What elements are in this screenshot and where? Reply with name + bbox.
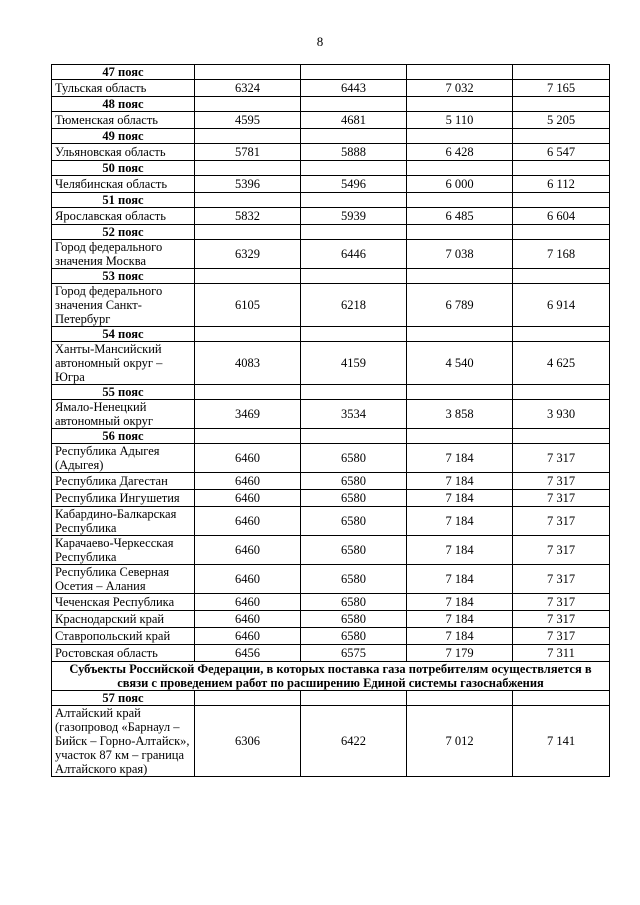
region-name: Тульская область [52, 80, 195, 97]
empty-cell [301, 269, 407, 284]
region-name: Ярославская область [52, 208, 195, 225]
zone-row [52, 225, 610, 240]
zone-row [52, 97, 610, 112]
price-cell-1: 6105 [195, 284, 301, 327]
price-cell-2: 6580 [301, 490, 407, 507]
price-cell-2: 6580 [301, 611, 407, 628]
price-cell-4: 4 625 [513, 342, 610, 385]
table-row [52, 490, 610, 507]
price-cell-2: 6580 [301, 594, 407, 611]
price-cell-2: 6218 [301, 284, 407, 327]
price-cell-1: 6460 [195, 507, 301, 536]
zone-row [52, 161, 610, 176]
price-cell-2: 6580 [301, 565, 407, 594]
empty-cell [407, 97, 513, 112]
price-cell-3: 3 858 [407, 400, 513, 429]
table-row [52, 444, 610, 473]
price-cell-1: 5396 [195, 176, 301, 193]
price-cell-3: 7 012 [407, 706, 513, 777]
empty-cell [301, 385, 407, 400]
price-cell-3: 6 000 [407, 176, 513, 193]
table-row [52, 342, 610, 385]
price-cell-2: 3534 [301, 400, 407, 429]
region-name: Город федерального значения Санкт-Петербург [52, 284, 195, 327]
region-name: Алтайский край (газопровод «Барнаул – Бийск – Горно-Алтайск», участок 87 км – граница Алтайского края) [52, 706, 195, 777]
table-row [52, 706, 610, 777]
region-name: Тюменская область [52, 112, 195, 129]
empty-cell [407, 65, 513, 80]
price-cell-3: 7 032 [407, 80, 513, 97]
table-row [52, 144, 610, 161]
price-cell-2: 5496 [301, 176, 407, 193]
price-cell-1: 6460 [195, 536, 301, 565]
table-row [52, 400, 610, 429]
region-name: Ставропольский край [52, 628, 195, 645]
price-cell-2: 6580 [301, 628, 407, 645]
region-name: Кабардино-Балкарская Республика [52, 507, 195, 536]
empty-cell [407, 161, 513, 176]
empty-cell [301, 97, 407, 112]
table-row [52, 536, 610, 565]
table-row [52, 594, 610, 611]
empty-cell [195, 193, 301, 208]
region-name: Ямало-Ненецкий автономный округ [52, 400, 195, 429]
price-cell-1: 6460 [195, 444, 301, 473]
empty-cell [301, 193, 407, 208]
price-cell-4: 6 547 [513, 144, 610, 161]
table-row [52, 507, 610, 536]
table-row [52, 208, 610, 225]
price-cell-1: 5781 [195, 144, 301, 161]
zone-label: 51 пояс [52, 193, 195, 208]
price-cell-4: 7 165 [513, 80, 610, 97]
empty-cell [513, 65, 610, 80]
zone-label: 55 пояс [52, 385, 195, 400]
price-cell-1: 6329 [195, 240, 301, 269]
zone-row [52, 65, 610, 80]
price-cell-3: 6 485 [407, 208, 513, 225]
empty-cell [195, 269, 301, 284]
price-cell-3: 7 184 [407, 565, 513, 594]
price-cell-4: 7 311 [513, 645, 610, 662]
price-cell-3: 7 179 [407, 645, 513, 662]
price-cell-2: 4681 [301, 112, 407, 129]
table-row [52, 176, 610, 193]
empty-cell [407, 193, 513, 208]
zone-label: 50 пояс [52, 161, 195, 176]
price-cell-2: 6580 [301, 473, 407, 490]
price-cell-4: 7 317 [513, 444, 610, 473]
price-cell-3: 7 184 [407, 611, 513, 628]
price-cell-4: 7 317 [513, 473, 610, 490]
price-cell-3: 7 184 [407, 444, 513, 473]
zone-row [52, 193, 610, 208]
price-cell-4: 7 317 [513, 536, 610, 565]
price-cell-4: 7 317 [513, 611, 610, 628]
table-row [52, 645, 610, 662]
region-name: Карачаево-Черкесская Республика [52, 536, 195, 565]
region-name: Республика Северная Осетия – Алания [52, 565, 195, 594]
empty-cell [195, 161, 301, 176]
price-cell-2: 6422 [301, 706, 407, 777]
section-header: Субъекты Российской Федерации, в которых поставка газа потребителям осуществляется в связи с проведением работ по расширению Единой системы газоснабжения [52, 662, 610, 691]
price-cell-2: 6443 [301, 80, 407, 97]
empty-cell [301, 429, 407, 444]
section-header-row [52, 662, 610, 691]
region-name: Ульяновская область [52, 144, 195, 161]
price-cell-3: 7 184 [407, 594, 513, 611]
price-cell-4: 7 317 [513, 490, 610, 507]
empty-cell [513, 161, 610, 176]
region-name: Чеченская Республика [52, 594, 195, 611]
empty-cell [513, 327, 610, 342]
empty-cell [301, 327, 407, 342]
empty-cell [513, 429, 610, 444]
zone-row [52, 269, 610, 284]
price-cell-1: 6460 [195, 594, 301, 611]
price-cell-4: 6 112 [513, 176, 610, 193]
price-cell-1: 5832 [195, 208, 301, 225]
empty-cell [513, 691, 610, 706]
empty-cell [513, 269, 610, 284]
price-cell-2: 6575 [301, 645, 407, 662]
region-name: Ростовская область [52, 645, 195, 662]
price-cell-3: 7 184 [407, 490, 513, 507]
gas-price-table [51, 64, 610, 777]
price-cell-1: 6460 [195, 611, 301, 628]
price-cell-4: 7 141 [513, 706, 610, 777]
empty-cell [407, 385, 513, 400]
region-name: Ханты-Мансийский автономный округ – Югра [52, 342, 195, 385]
price-cell-3: 7 184 [407, 536, 513, 565]
price-cell-3: 7 184 [407, 507, 513, 536]
region-name: Республика Ингушетия [52, 490, 195, 507]
region-name: Челябинская область [52, 176, 195, 193]
zone-row [52, 429, 610, 444]
price-cell-1: 6324 [195, 80, 301, 97]
price-cell-2: 5888 [301, 144, 407, 161]
price-cell-1: 3469 [195, 400, 301, 429]
empty-cell [301, 161, 407, 176]
zone-label: 52 пояс [52, 225, 195, 240]
price-cell-3: 7 184 [407, 473, 513, 490]
empty-cell [195, 691, 301, 706]
zone-row [52, 327, 610, 342]
empty-cell [407, 327, 513, 342]
price-cell-4: 7 317 [513, 565, 610, 594]
empty-cell [407, 269, 513, 284]
price-cell-1: 6460 [195, 565, 301, 594]
empty-cell [301, 225, 407, 240]
empty-cell [407, 129, 513, 144]
price-cell-1: 4595 [195, 112, 301, 129]
table-row [52, 628, 610, 645]
table-row [52, 611, 610, 628]
empty-cell [407, 691, 513, 706]
zone-label: 49 пояс [52, 129, 195, 144]
price-cell-3: 6 428 [407, 144, 513, 161]
price-cell-2: 6580 [301, 507, 407, 536]
empty-cell [513, 385, 610, 400]
price-cell-1: 6460 [195, 473, 301, 490]
price-cell-2: 5939 [301, 208, 407, 225]
price-cell-2: 6580 [301, 536, 407, 565]
price-cell-1: 6460 [195, 490, 301, 507]
empty-cell [301, 129, 407, 144]
empty-cell [195, 225, 301, 240]
empty-cell [301, 691, 407, 706]
price-cell-1: 6456 [195, 645, 301, 662]
empty-cell [195, 97, 301, 112]
table-row [52, 473, 610, 490]
price-cell-1: 6306 [195, 706, 301, 777]
price-cell-3: 4 540 [407, 342, 513, 385]
page-number: 8 [316, 34, 324, 49]
price-cell-2: 6580 [301, 444, 407, 473]
zone-row [52, 691, 610, 706]
price-cell-2: 6446 [301, 240, 407, 269]
price-cell-4: 7 168 [513, 240, 610, 269]
region-name: Республика Адыгея (Адыгея) [52, 444, 195, 473]
price-cell-3: 7 038 [407, 240, 513, 269]
price-cell-3: 7 184 [407, 628, 513, 645]
price-cell-4: 5 205 [513, 112, 610, 129]
region-name: Город федерального значения Москва [52, 240, 195, 269]
empty-cell [513, 129, 610, 144]
empty-cell [195, 129, 301, 144]
zone-label: 54 пояс [52, 327, 195, 342]
empty-cell [513, 97, 610, 112]
zone-label: 47 пояс [52, 65, 195, 80]
empty-cell [195, 327, 301, 342]
price-cell-4: 6 914 [513, 284, 610, 327]
price-cell-2: 4159 [301, 342, 407, 385]
table-row [52, 284, 610, 327]
price-cell-1: 4083 [195, 342, 301, 385]
zone-row [52, 129, 610, 144]
price-cell-4: 3 930 [513, 400, 610, 429]
price-cell-4: 7 317 [513, 507, 610, 536]
price-cell-3: 5 110 [407, 112, 513, 129]
zone-label: 48 пояс [52, 97, 195, 112]
table-row [52, 112, 610, 129]
price-cell-4: 6 604 [513, 208, 610, 225]
table-row [52, 565, 610, 594]
empty-cell [407, 429, 513, 444]
region-name: Краснодарский край [52, 611, 195, 628]
zone-row [52, 385, 610, 400]
empty-cell [407, 225, 513, 240]
zone-label: 53 пояс [52, 269, 195, 284]
zone-label: 57 пояс [52, 691, 195, 706]
region-name: Республика Дагестан [52, 473, 195, 490]
empty-cell [301, 65, 407, 80]
zone-label: 56 пояс [52, 429, 195, 444]
table-row [52, 240, 610, 269]
empty-cell [195, 429, 301, 444]
empty-cell [195, 65, 301, 80]
price-cell-1: 6460 [195, 628, 301, 645]
empty-cell [513, 225, 610, 240]
table-row [52, 80, 610, 97]
price-cell-4: 7 317 [513, 594, 610, 611]
price-cell-3: 6 789 [407, 284, 513, 327]
price-cell-4: 7 317 [513, 628, 610, 645]
empty-cell [513, 193, 610, 208]
empty-cell [195, 385, 301, 400]
